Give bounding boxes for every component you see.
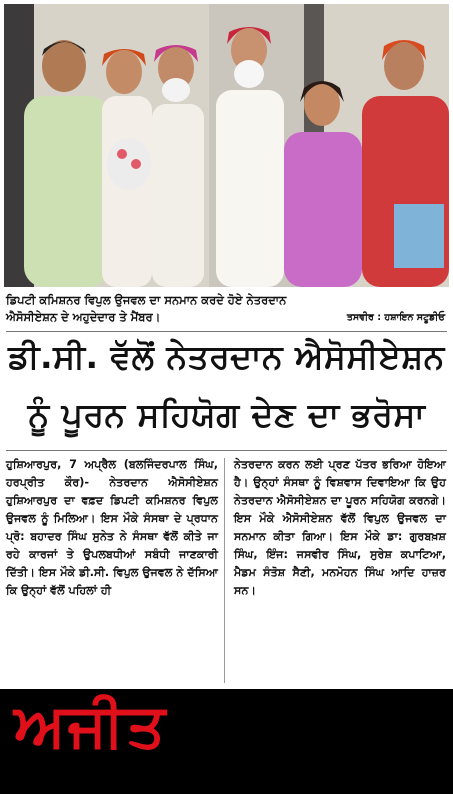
headline-line-1: ਡੀ.ਸੀ. ਵੱਲੋਂ ਨੇਤਰਦਾਨ ਐਸੋਸੀਏਸ਼ਨ (8, 337, 445, 376)
divider-headline (6, 450, 447, 451)
headline-line-2: ਨੂੰ ਪੂਰਨ ਸਹਿਯੋਗ ਦੇਣ ਦਾ ਭਰੋਸਾ (27, 395, 426, 434)
newspaper-logo: ਅਜੀਤ (14, 691, 168, 761)
article-column-right: ਨੇਤਰਦਾਨ ਕਰਨ ਲਈ ਪ੍ਰਣ ਪੱਤਰ ਭਰਿਆ ਹੋਇਆ ਹੈ। ਉਨ੍ਹਾਂ ਸੰਸਥਾ ਨੂੰ ਵਿਸ਼ਵਾਸ ਦਿਵਾਇਆ ਕਿ ਉਹ ਨੇਤਰਦਾਨ ਐਸੋਸੀਏਸ਼ਨ ਦਾ ਪੂਰਨ ਸਹਿਯੋਗ ਕਰਨਗੇ। ਇਸ ਮੌਕੇ ਐਸੋਸੀਏਸ਼ਨ ਵੱਲੋਂ ਵਿਪੁਲ ਉਜਵਲ ਦਾ ਸਨਮਾਨ ਕੀਤਾ ਗਿਆ। ਇਸ ਮੌਕੇ ਡਾ: ਗੁਰਬਖ਼ਸ਼ ਸਿੰਘ, ਇੰਜ: ਜਸਵੀਰ ਸਿੰਘ, ਸੁਰੇਸ਼ ਕਪਾਟਿਆ, ਮੈਡਮ ਸੰਤੋਸ਼ ਸੈਣੀ, ਮਨਮੋਹਨ ਸਿੰਘ ਆਦਿ ਹਾਜ਼ਰ ਸਨ। (234, 458, 446, 597)
photo-caption (6, 292, 447, 326)
caption-line-2: ਐਸੋਸੀਏਸ਼ਨ ਦੇ ਅਹੁਦੇਦਾਰ ਤੇ ਮੈਂਬਰ। (6, 310, 161, 324)
news-photo (4, 4, 449, 287)
caption-line-1: ਡਿਪਟੀ ਕਮਿਸ਼ਨਰ ਵਿਪੁਲ ਉਜਵਲ ਦਾ ਸਨਮਾਨ ਕਰਦੇ ਹੋਏ ਨੇਤਰਦਾਨ (6, 293, 287, 307)
group-photo (4, 4, 449, 287)
column-divider (224, 458, 225, 683)
photo-credit: ਤਸਵੀਰ : ਹਸ਼ਾਇਨ ਸਟੂਡੀਓ (346, 312, 445, 323)
article-column-left: ਹੁਸ਼ਿਆਰਪੁਰ, 7 ਅਪ੍ਰੈਲ (ਬਲਜਿੰਦਰਪਾਲ ਸਿੰਘ, ਹਰਪ੍ਰੀਤ ਕੌਰ)- ਨੇਤਰਦਾਨ ਐਸੋਸੀਏਸ਼ਨ ਹੁਸ਼ਿਆਰਪੁਰ ਦਾ ਵਫ਼ਦ ਡਿਪਟੀ ਕਮਿਸ਼ਨਰ ਵਿਪੁਲ ਉਜਵਲ ਨੂੰ ਮਿਲਿਆ। ਇਸ ਮੌਕੇ ਸੰਸਥਾ ਦੇ ਪ੍ਰਧਾਨ ਪ੍ਰੋ: ਬਹਾਦਰ ਸਿੰਘ ਸੁਨੇਤ ਨੇ ਸੰਸਥਾ ਵੱਲੋਂ ਕੀਤੇ ਜਾ ਰਹੇ ਕਾਰਜਾਂ ਤੇ ਉਪਲਬਧੀਆਂ ਸਬੰਧੀ ਜਾਣਕਾਰੀ ਦਿੱਤੀ। ਇਸ ਮੌਕੇ ਡੀ.ਸੀ. ਵਿਪੁਲ ਉਜਵਲ ਨੇ ਦੱਸਿਆ ਕਿ ਉਨ੍ਹਾਂ ਵੱਲੋਂ ਪਹਿਲਾਂ ਹੀ (6, 458, 218, 597)
divider-top (6, 331, 447, 332)
newspaper-masthead (0, 689, 453, 794)
